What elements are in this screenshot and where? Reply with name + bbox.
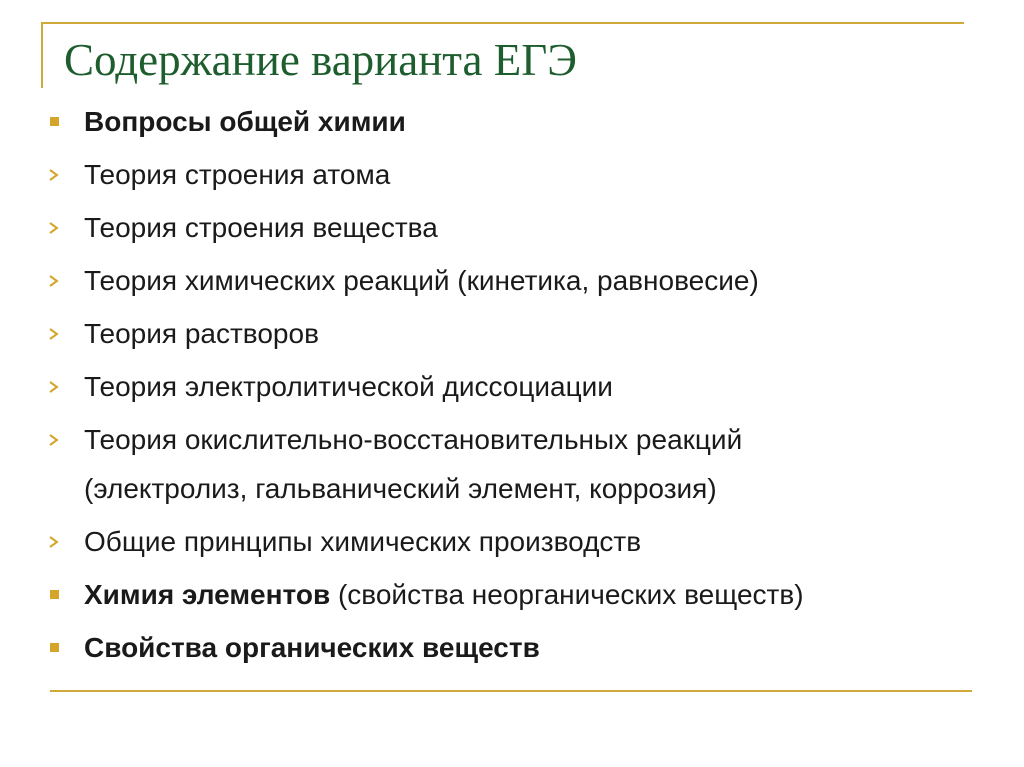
list-item <box>44 97 984 146</box>
list-item <box>44 256 984 305</box>
list-item <box>44 203 984 252</box>
list-item <box>44 415 984 513</box>
arrow-bullet-icon <box>44 150 64 199</box>
bottom-rule <box>50 690 972 692</box>
arrow-bullet-icon <box>44 203 64 252</box>
item-text: Теория химических реакций (кинетика, равновесие) <box>84 265 759 296</box>
item-text: Общие принципы химических производств <box>84 526 642 557</box>
item-bold-text: Химия элементов <box>84 579 331 610</box>
arrow-bullet-icon <box>44 415 64 464</box>
square-bullet-icon <box>44 623 64 672</box>
slide-title: Содержание варианта ЕГЭ <box>64 35 577 85</box>
list-item <box>44 570 984 619</box>
arrow-bullet-icon <box>44 309 64 358</box>
square-bullet-icon <box>44 570 64 619</box>
list-item <box>44 362 984 411</box>
left-rule <box>41 22 43 88</box>
list-item <box>44 517 984 566</box>
arrow-bullet-icon <box>44 517 64 566</box>
list-item <box>44 309 984 358</box>
square-bullet-icon <box>44 97 64 146</box>
item-text: Теория окислительно-восстановительных реакций (электролиз, гальванический элемент, коррозия) <box>84 424 743 504</box>
list-item <box>44 150 984 199</box>
item-bold-text: Вопросы общей химии <box>84 106 406 137</box>
topic-list <box>44 97 984 672</box>
arrow-bullet-icon <box>44 256 64 305</box>
item-text: Теория электролитической диссоциации <box>84 371 613 402</box>
arrow-bullet-icon <box>44 362 64 411</box>
item-text: Теория растворов <box>84 318 319 349</box>
list-item <box>44 623 984 672</box>
item-text: Теория строения вещества <box>84 212 438 243</box>
item-bold-text: Свойства органических веществ <box>84 632 540 663</box>
item-text: (свойства неорганических веществ) <box>330 579 804 610</box>
top-rule <box>41 22 964 24</box>
item-text: Теория строения атома <box>84 159 391 190</box>
